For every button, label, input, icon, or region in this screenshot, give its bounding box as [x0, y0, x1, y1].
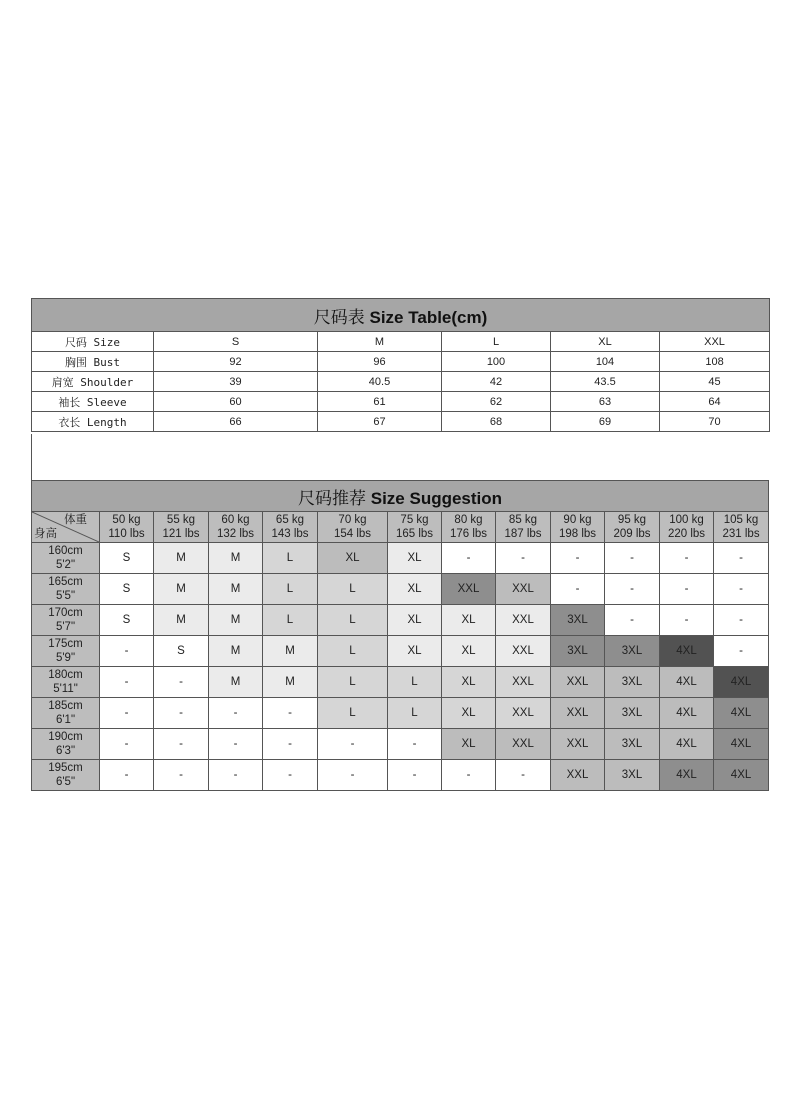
size-table-body — [32, 332, 770, 432]
weight-header — [388, 512, 442, 543]
size-cell: 3XL — [551, 636, 605, 667]
corner-cell — [32, 512, 100, 543]
size-table-row — [32, 372, 770, 392]
size-cell: XL — [388, 574, 442, 605]
value-cell: 61 — [318, 392, 442, 412]
weight-kg: 60 kg — [221, 514, 250, 526]
size-cell: - — [714, 636, 769, 667]
size-table-title-en: Size Table(cm) — [369, 307, 488, 327]
size-table-title-cn: 尺码表 — [313, 307, 365, 327]
value-cell: 60 — [154, 392, 318, 412]
size-cell: XXL — [551, 667, 605, 698]
value-cell: L — [442, 332, 551, 352]
size-cell: - — [714, 605, 769, 636]
size-cell: - — [714, 543, 769, 574]
height-ft: 5'5" — [55, 590, 76, 602]
size-cell: - — [154, 729, 209, 760]
weight-lbs: 165 lbs — [395, 528, 434, 540]
size-cell: XL — [442, 698, 496, 729]
value-cell: 43.5 — [551, 372, 660, 392]
height-header — [32, 574, 100, 605]
size-cell: - — [714, 574, 769, 605]
height-row — [32, 698, 769, 729]
weight-header — [714, 512, 769, 543]
height-ft: 5'7" — [55, 621, 76, 633]
height-cm: 170cm — [48, 607, 83, 619]
height-ft: 6'1" — [55, 714, 76, 726]
weight-lbs: 154 lbs — [333, 528, 372, 540]
value-cell: 108 — [660, 352, 770, 372]
weight-header — [551, 512, 605, 543]
size-cell: 3XL — [605, 760, 660, 791]
weight-header — [263, 512, 318, 543]
size-cell: 4XL — [660, 698, 714, 729]
size-cell: M — [263, 636, 318, 667]
size-cell: XL — [442, 636, 496, 667]
weight-lbs: 187 lbs — [504, 528, 542, 540]
value-cell: 96 — [318, 352, 442, 372]
size-cell: - — [263, 729, 318, 760]
weight-lbs: 220 lbs — [667, 528, 706, 540]
size-suggestion-block — [31, 480, 769, 791]
size-cell: - — [605, 574, 660, 605]
value-cell: S — [154, 332, 318, 352]
height-row — [32, 667, 769, 698]
size-cell: S — [100, 605, 154, 636]
height-ft: 5'9" — [55, 652, 76, 664]
row-label: 尺码 Size — [32, 332, 154, 352]
size-cell: XXL — [496, 667, 551, 698]
size-cell: XXL — [496, 698, 551, 729]
size-cell: 3XL — [605, 636, 660, 667]
size-suggestion-title — [32, 481, 769, 512]
weight-header — [605, 512, 660, 543]
size-cell: M — [209, 605, 263, 636]
height-ft: 6'5" — [55, 776, 76, 788]
value-cell: M — [318, 332, 442, 352]
size-cell: L — [263, 605, 318, 636]
size-cell: XXL — [442, 574, 496, 605]
size-cell: XL — [318, 543, 388, 574]
size-cell: M — [154, 574, 209, 605]
size-cell: 3XL — [551, 605, 605, 636]
size-cell: - — [154, 667, 209, 698]
value-cell: XXL — [660, 332, 770, 352]
value-cell: 63 — [551, 392, 660, 412]
size-cell: M — [209, 636, 263, 667]
row-label: 衣长 Length — [32, 412, 154, 432]
size-cell: L — [263, 574, 318, 605]
size-cell: M — [209, 667, 263, 698]
height-row — [32, 729, 769, 760]
size-cell: - — [209, 729, 263, 760]
weight-kg: 75 kg — [400, 514, 429, 526]
size-cell: M — [154, 543, 209, 574]
size-cell: - — [660, 574, 714, 605]
value-cell: 62 — [442, 392, 551, 412]
weight-header-row — [32, 512, 769, 543]
size-cell: 4XL — [660, 667, 714, 698]
size-cell: XXL — [551, 760, 605, 791]
value-cell: 69 — [551, 412, 660, 432]
size-cell: 4XL — [660, 729, 714, 760]
size-cell: 4XL — [714, 729, 769, 760]
size-cell: - — [388, 729, 442, 760]
weight-kg: 95 kg — [617, 514, 647, 526]
weight-kg: 90 kg — [563, 514, 592, 526]
weight-lbs: 231 lbs — [722, 528, 760, 540]
value-cell: 67 — [318, 412, 442, 432]
height-header — [32, 605, 100, 636]
size-cell: L — [318, 574, 388, 605]
height-header — [32, 729, 100, 760]
row-label: 胸围 Bust — [32, 352, 154, 372]
height-row — [32, 636, 769, 667]
size-table — [31, 298, 770, 432]
weight-header — [660, 512, 714, 543]
value-cell: XL — [551, 332, 660, 352]
size-table-row — [32, 392, 770, 412]
size-cell: L — [318, 667, 388, 698]
value-cell: 70 — [660, 412, 770, 432]
size-cell: - — [154, 698, 209, 729]
size-cell: - — [209, 698, 263, 729]
size-cell: S — [100, 543, 154, 574]
size-cell: L — [318, 636, 388, 667]
height-cm: 160cm — [48, 545, 83, 557]
size-cell: - — [605, 543, 660, 574]
weight-header — [154, 512, 209, 543]
corner-weight-label: 体重 — [64, 514, 87, 526]
size-cell: 3XL — [605, 667, 660, 698]
size-cell: L — [388, 667, 442, 698]
size-cell: - — [318, 729, 388, 760]
weight-kg: 55 kg — [166, 514, 196, 526]
weight-kg: 100 kg — [669, 514, 704, 526]
height-cm: 190cm — [48, 731, 83, 743]
height-header — [32, 667, 100, 698]
weight-kg: 85 kg — [508, 514, 538, 526]
weight-lbs: 110 lbs — [108, 528, 145, 540]
weight-kg: 65 kg — [275, 514, 305, 526]
size-cell: M — [209, 543, 263, 574]
size-table-block — [31, 298, 769, 432]
size-cell: 3XL — [605, 729, 660, 760]
height-cm: 180cm — [48, 669, 83, 681]
height-row — [32, 574, 769, 605]
size-cell: L — [388, 698, 442, 729]
weight-lbs: 198 lbs — [558, 528, 597, 540]
value-cell: 68 — [442, 412, 551, 432]
size-cell: - — [551, 574, 605, 605]
height-header — [32, 636, 100, 667]
value-cell: 64 — [660, 392, 770, 412]
size-cell: XXL — [551, 729, 605, 760]
size-cell: - — [605, 605, 660, 636]
size-cell: - — [442, 543, 496, 574]
weight-lbs: 143 lbs — [271, 528, 309, 540]
weight-lbs: 121 lbs — [162, 528, 200, 540]
value-cell: 100 — [442, 352, 551, 372]
size-cell: XL — [442, 667, 496, 698]
size-cell: - — [263, 698, 318, 729]
size-cell: - — [100, 729, 154, 760]
height-ft: 5'2" — [55, 559, 76, 571]
size-cell: - — [388, 760, 442, 791]
size-cell: M — [154, 605, 209, 636]
size-cell: - — [496, 760, 551, 791]
size-cell: - — [660, 605, 714, 636]
size-cell: L — [318, 605, 388, 636]
size-cell: - — [496, 543, 551, 574]
value-cell: 42 — [442, 372, 551, 392]
weight-kg: 70 kg — [338, 514, 367, 526]
size-cell: XL — [388, 543, 442, 574]
size-cell: L — [318, 698, 388, 729]
size-suggestion-title-cn: 尺码推荐 — [298, 488, 367, 508]
size-cell: - — [100, 760, 154, 791]
size-cell: - — [100, 667, 154, 698]
size-cell: XXL — [496, 605, 551, 636]
height-ft: 6'3" — [55, 745, 76, 757]
size-cell: - — [442, 760, 496, 791]
value-cell: 92 — [154, 352, 318, 372]
weight-header — [318, 512, 388, 543]
size-cell: S — [154, 636, 209, 667]
height-cm: 195cm — [48, 762, 83, 774]
size-cell: - — [660, 543, 714, 574]
weight-kg: 105 kg — [723, 514, 759, 526]
size-table-row — [32, 412, 770, 432]
height-cm: 185cm — [48, 700, 83, 712]
size-cell: - — [318, 760, 388, 791]
weight-lbs: 209 lbs — [613, 528, 651, 540]
weight-kg: 80 kg — [454, 514, 483, 526]
size-cell: XXL — [496, 636, 551, 667]
height-ft: 5'11" — [53, 683, 78, 695]
weight-header — [442, 512, 496, 543]
size-cell: 4XL — [660, 760, 714, 791]
size-cell: 3XL — [605, 698, 660, 729]
height-header — [32, 760, 100, 791]
size-cell: XL — [442, 729, 496, 760]
weight-lbs: 132 lbs — [216, 528, 255, 540]
size-cell: XXL — [496, 574, 551, 605]
weight-kg: 50 kg — [112, 514, 141, 526]
size-cell: M — [263, 667, 318, 698]
value-cell: 39 — [154, 372, 318, 392]
size-cell: XL — [442, 605, 496, 636]
size-cell: XXL — [551, 698, 605, 729]
row-label: 肩宽 Shoulder — [32, 372, 154, 392]
size-cell: XL — [388, 636, 442, 667]
corner-height-label: 身高 — [34, 528, 57, 540]
size-cell: XL — [388, 605, 442, 636]
table-gap-border — [31, 434, 32, 480]
size-table-row — [32, 352, 770, 372]
size-cell: 4XL — [714, 760, 769, 791]
size-suggestion-table — [31, 480, 769, 791]
weight-header — [496, 512, 551, 543]
height-row — [32, 605, 769, 636]
size-cell: XXL — [496, 729, 551, 760]
size-cell: - — [551, 543, 605, 574]
size-cell: - — [263, 760, 318, 791]
height-header — [32, 543, 100, 574]
size-cell: S — [100, 574, 154, 605]
height-cm: 165cm — [48, 576, 83, 588]
value-cell: 104 — [551, 352, 660, 372]
weight-lbs: 176 lbs — [449, 528, 488, 540]
size-cell: - — [209, 760, 263, 791]
size-table-row — [32, 332, 770, 352]
size-table-title — [32, 299, 770, 332]
size-cell: - — [100, 636, 154, 667]
size-suggestion-body — [32, 543, 769, 791]
value-cell: 66 — [154, 412, 318, 432]
value-cell: 40.5 — [318, 372, 442, 392]
height-row — [32, 543, 769, 574]
height-row — [32, 760, 769, 791]
size-suggestion-title-en: Size Suggestion — [370, 488, 503, 508]
size-cell: - — [154, 760, 209, 791]
row-label: 袖长 Sleeve — [32, 392, 154, 412]
size-cell: 4XL — [714, 667, 769, 698]
weight-header — [100, 512, 154, 543]
weight-header — [209, 512, 263, 543]
size-cell: 4XL — [660, 636, 714, 667]
size-cell: - — [100, 698, 154, 729]
size-cell: M — [209, 574, 263, 605]
size-cell: L — [263, 543, 318, 574]
value-cell: 45 — [660, 372, 770, 392]
size-cell: 4XL — [714, 698, 769, 729]
height-cm: 175cm — [48, 638, 83, 650]
height-header — [32, 698, 100, 729]
